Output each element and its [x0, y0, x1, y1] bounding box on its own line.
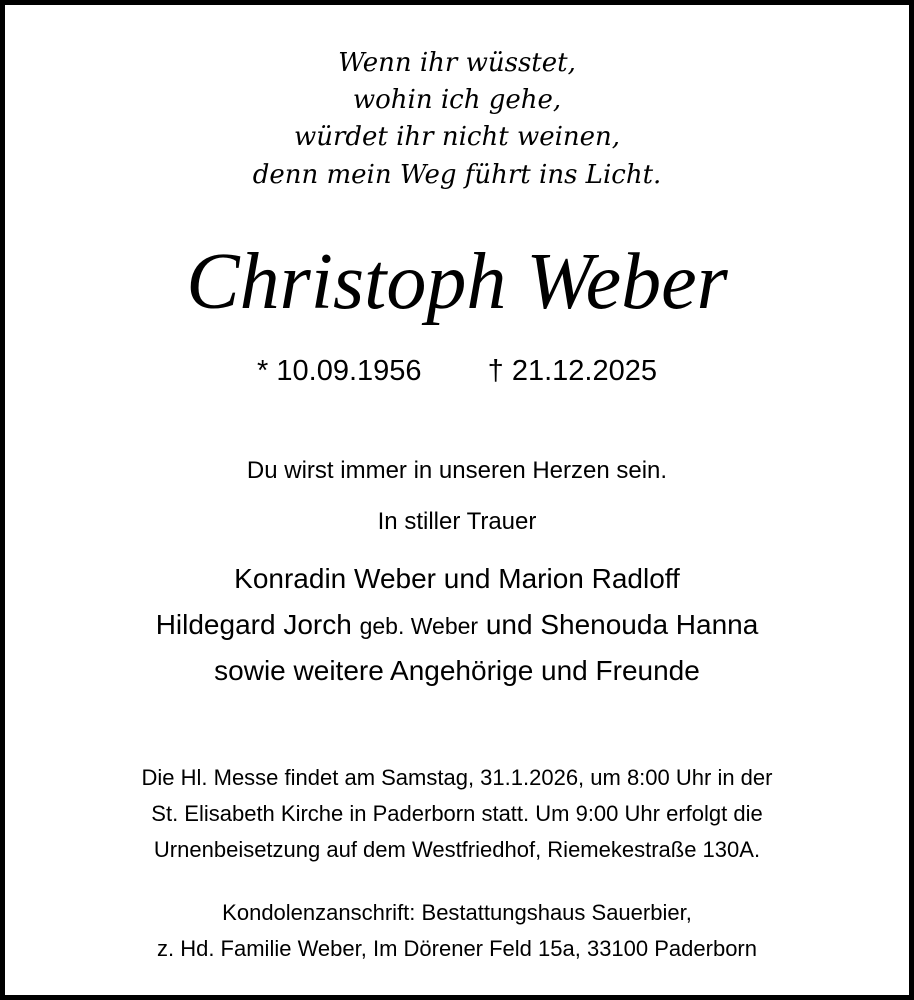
poem-line: denn mein Weg führt ins Licht. — [252, 160, 662, 190]
poem-line: Wenn ihr wüsstet, — [338, 48, 576, 78]
deceased-name: Christoph Weber — [186, 238, 728, 326]
death-date: † 21.12.2025 — [487, 355, 657, 387]
service-line: St. Elisabeth Kirche in Paderborn statt. Um 9:00 Uhr erfolgt die — [151, 801, 763, 826]
condolence-line: Kondolenzanschrift: Bestattungshaus Sauerbier, — [222, 900, 692, 925]
sentiment-text: Du wirst immer in unseren Herzen sein. — [246, 457, 668, 484]
birth-date: * 10.09.1956 — [257, 355, 422, 387]
service-line: Urnenbeisetzung auf dem Westfriedhof, Riemekestraße 130A. — [153, 837, 761, 862]
condolence-line: z. Hd. Familie Weber, Im Dörener Feld 15a, 33100 Paderborn — [156, 936, 757, 961]
life-dates — [5, 355, 909, 388]
poem-line: würdet ihr nicht weinen, — [293, 122, 621, 152]
maiden-name: geb. Weber — [359, 613, 479, 639]
service-line: Die Hl. Messe findet am Samstag, 31.1.2026, um 8:00 Uhr in der — [141, 765, 773, 790]
family-line — [5, 609, 909, 641]
family-line: Konradin Weber und Marion Radloff — [234, 563, 680, 594]
family-name: und Shenouda Hanna — [485, 609, 759, 640]
family-name: Hildegard Jorch — [155, 609, 352, 640]
family-line: sowie weitere Angehörige und Freunde — [214, 655, 700, 686]
mourning-text: In stiller Trauer — [377, 508, 537, 535]
poem-line: wohin ich gehe, — [352, 85, 562, 115]
